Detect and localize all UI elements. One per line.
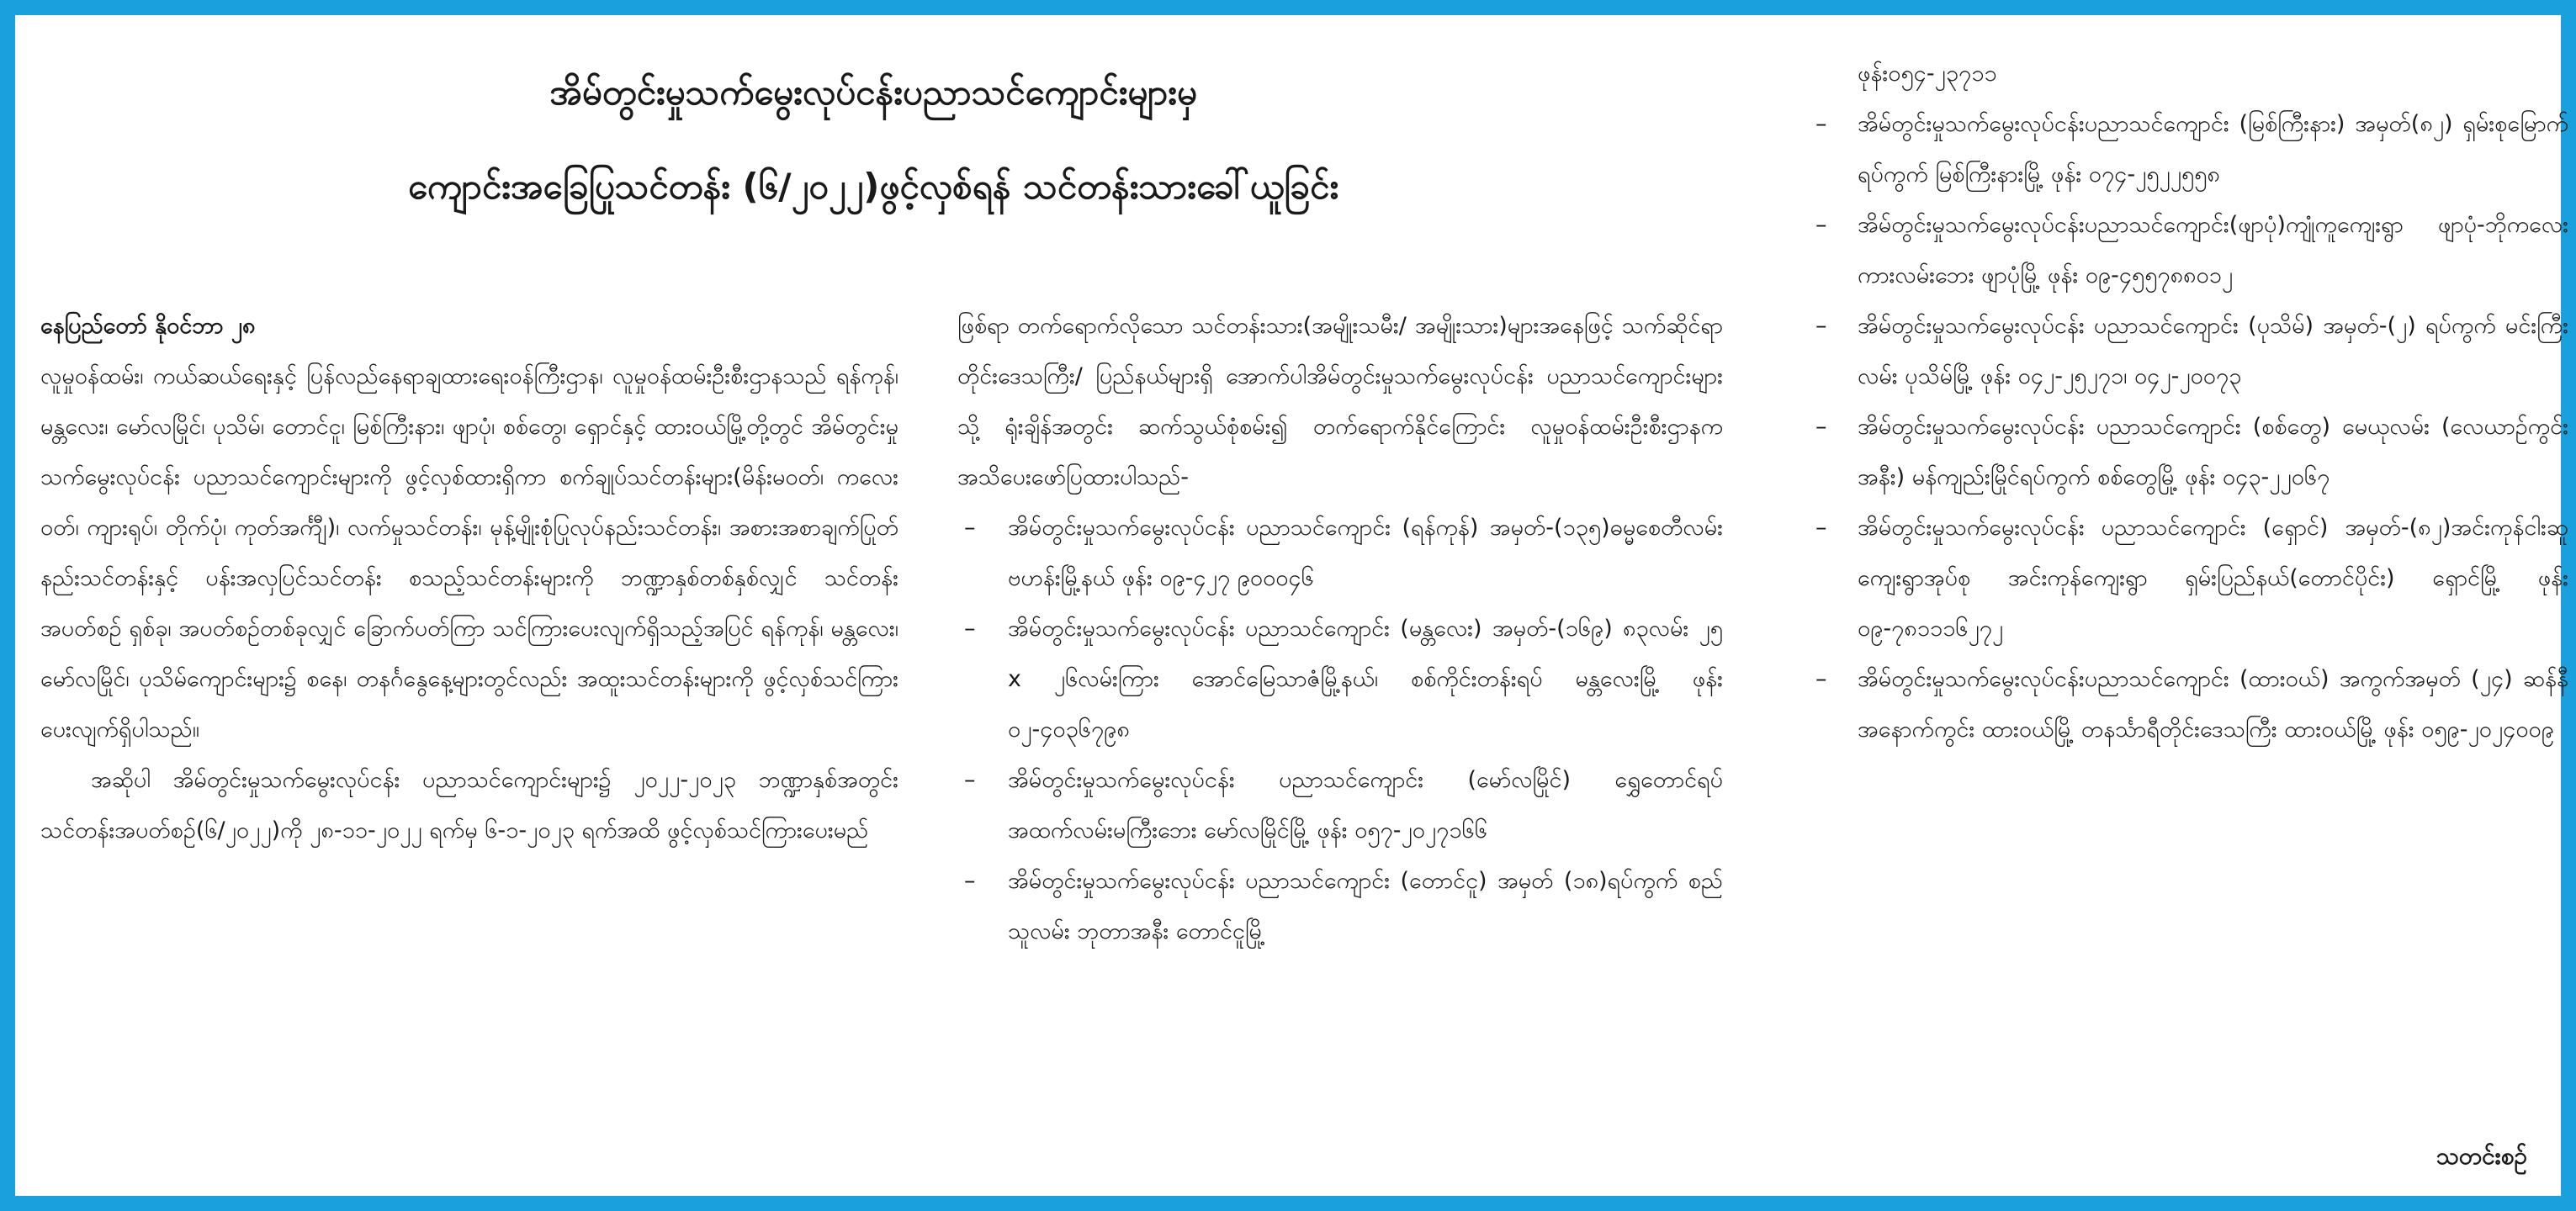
dateline: နေပြည်တော် နိုဝင်ဘာ ၂၈ [40,313,256,339]
column-middle [957,301,1723,957]
headline [32,45,1715,234]
office-list-middle [957,503,1723,957]
column-left [40,301,898,856]
office-entry-mawlamyine: အိမ်တွင်းမှုသက်မွေးလုပ်ငန်း ပညာသင်ကျောင်း (မော်လမြိုင်) ရွှေတောင်ရပ် အထက်လမ်းမကြီးဘေး မော်လမြိုင်မြို့ ဖုန်း ၀၅၇-၂၀၂၇၁၆၆ [1008,767,1723,843]
article-body-left [40,301,898,856]
list-item [1815,200,2568,301]
office-entry-taungoo: အိမ်တွင်းမှုသက်မွေးလုပ်ငန်း ပညာသင်ကျောင်း (တောင်ငူ) အမှတ် (၁၈)ရပ်ကွက် စည်သူလမ်း ဘုတာအနီး တောင်ငူမြို့ [1008,868,1723,944]
list-dash: – [964,767,976,793]
list-dash: – [1815,313,1827,339]
column-right [1815,49,2568,755]
list-item [957,856,1723,957]
office-entry-myitkyina: အိမ်တွင်းမှုသက်မွေးလုပ်ငန်းပညာသင်ကျောင်း (မြစ်ကြီးနား) အမှတ်(၈၂) ရှမ်းစုမြောက်ရပ်ကွက် မြစ်ကြီးနားမြို့ ဖုန်း ၀၇၄-၂၅၂၂၅၅၈ [1858,111,2568,188]
list-dash: – [964,868,976,894]
list-item [1815,402,2568,503]
office-entry-shaung: အိမ်တွင်းမှုသက်မွေးလုပ်ငန်း ပညာသင်ကျောင်း (ရှောင်) အမှတ်-(၈၂)အင်းကုန်ငါးဆူကျေးရွာအုပ်စု အင်းကုန်ကျေးရွာ ရှမ်းပြည်နယ်(တောင်ပိုင်း) ရှောင်မြို့ ဖုန်း ၀၉-၇၈၁၁၁၆၂၇၂ [1858,515,2568,642]
list-dash: – [1815,111,1827,137]
headline-line-2: ကျောင်းအခြေပြုသင်တန်း (၆/၂၀၂၂)ဖွင့်လှစ်ရန် သင်တန်းသားခေါ်ယူခြင်း [408,166,1338,207]
office-entry-pathein: အိမ်တွင်းမှုသက်မွေးလုပ်ငန်း ပညာသင်ကျောင်း (ပုသိမ်) အမှတ်-(၂) ရပ်ကွက် မင်းကြီးလမ်း ပုသိမ်မြို့ ဖုန်း ၀၄၂-၂၅၂၇၁၊ ၀၄၂-၂၀၀၇၃ [1858,313,2568,389]
list-item [957,755,1723,856]
article-paragraph-1: လူမှုဝန်ထမ်း၊ ကယ်ဆယ်ရေးနှင့် ပြန်လည်နေရာချထားရေးဝန်ကြီးဌာန၊ လူမှုဝန်ထမ်းဦးစီးဌာနသည် ရန်ကုန်၊ မန္တလေး၊ မော်လမြိုင်၊ ပုသိမ်၊ တောင်ငူ၊ မြစ်ကြီးနား၊ ဖျာပုံ၊ စစ်တွေ၊ ရှောင်နှင့် ထားဝယ်မြို့တို့တွင် အိမ်တွင်းမှုသက်မွေးလုပ်ငန်း ပညာသင်ကျောင်းများကို ဖွင့်လှစ်ထားရှိကာ စက်ချုပ်သင်တန်းများ(မိန်းမဝတ်၊ ကလေးဝတ်၊ ကျားရုပ်၊ တိုက်ပုံ၊ ကုတ်အင်္ကျီ)၊ လက်မှုသင်တန်း၊ မုန့်မျိုးစုံပြုလုပ်နည်းသင်တန်း၊ အစားအစာချက်ပြုတ်နည်းသင်တန်းနှင့် ပန်းအလှပြင်သင်တန်း စသည့်သင်တန်းများကို ဘဏ္ဍာနှစ်တစ်နှစ်လျှင် သင်တန်းအပတ်စဉ် ရှစ်ခု၊ အပတ်စဉ်တစ်ခုလျှင် ခြောက်ပတ်ကြာ သင်ကြားပေးလျက်ရှိသည့်အပြင် ရန်ကုန်၊ မန္တလေး၊ မော်လမြိုင်၊ ပုသိမ်ကျောင်းများ၌ စနေ၊ တနင်္ဂနွေနေ့များတွင်လည်း အထူးသင်တန်းများကို ဖွင့်လှစ်သင်ကြားပေးလျက်ရှိပါသည်။ [40,363,898,743]
office-list-right [1815,99,2568,755]
list-dash: – [1815,666,1827,692]
article-paragraph-3: ဖြစ်ရာ တက်ရောက်လိုသော သင်တန်းသား(အမျိုးသမီး/ အမျိုးသား)များအနေဖြင့် သက်ဆိုင်ရာ တိုင်းဒေသကြီး/ ပြည်နယ်များရှိ အောက်ပါအိမ်တွင်းမှုသက်မွေးလုပ်ငန်း ပညာသင်ကျောင်းများသို့ ရုံးချိန်အတွင်း ဆက်သွယ်စုံစမ်း၍ တက်ရောက်နိုင်ကြောင်း လူမှုဝန်ထမ်းဦးစီးဌာနက အသိပေးဖော်ပြထားပါသည်- [957,313,1723,490]
office-entry-mandalay: အိမ်တွင်းမှုသက်မွေးလုပ်ငန်း ပညာသင်ကျောင်း (မန္တလေး) အမှတ်-(၁၆၉) ၈၃လမ်း ၂၅ x ၂၆လမ်းကြား အောင်မြေသာဇံမြို့နယ်၊ စစ်ကိုင်းတန်းရပ် မန္တလေးမြို့ ဖုန်း ၀၂-၄၀၃၆၇၉၈ [1008,616,1723,743]
article-paragraph-2: အဆိုပါ အိမ်တွင်းမှုသက်မွေးလုပ်ငန်း ပညာသင်ကျောင်းများ၌ ၂၀၂၂-၂၀၂၃ ဘဏ္ဍာနှစ်အတွင်း သင်တန်းအပတ်စဉ်(၆/၂၀၂၂)ကို ၂၈-၁၁-၂၀၂၂ ရက်မှ ၆-၁-၂၀၂၃ ရက်အထိ ဖွင့်လှစ်သင်ကြားပေးမည် [40,767,898,843]
office-entry-dawei: အိမ်တွင်းမှုသက်မွေးလုပ်ငန်းပညာသင်ကျောင်း (ထားဝယ်) အကွက်အမှတ် (၂၄) ဆန်နီအနောက်ကွင်း ထားဝယ်မြို့ တနင်္သာရီတိုင်းဒေသကြီး ထားဝယ်မြို့ ဖုန်း ၀၅၉-၂၀၂၄၀၀၉ [1858,666,2568,743]
list-item [1815,99,2568,200]
list-item [1815,503,2568,654]
list-dash: – [1815,212,1827,238]
list-item [1815,654,2568,755]
office-entry-taungoo-phone: ဖုန်း၀၅၄-၂၃၇၁၁ [1858,61,1997,87]
list-item [957,604,1723,755]
list-dash: – [1815,414,1827,440]
list-item [1815,301,2568,402]
list-dash: – [1815,515,1827,541]
office-entry-pyapon: အိမ်တွင်းမှုသက်မွေးလုပ်ငန်းပညာသင်ကျောင်း(ဖျာပုံ)ကျုံကူကျေးရွာ ဖျာပုံ-ဘိုကလေးကားလမ်းဘေး ဖျာပုံမြို့ ဖုန်း ၀၉-၄၅၅၇၈၈၀၁၂ [1858,212,2568,288]
list-dash: – [964,515,976,541]
headline-line-1: အိမ်တွင်းမှုသက်မွေးလုပ်ငန်းပညာသင်ကျောင်းများမှ [549,71,1197,113]
office-entry-yangon: အိမ်တွင်းမှုသက်မွေးလုပ်ငန်း ပညာသင်ကျောင်း (ရန်ကုန်) အမှတ်-(၁၃၅)ဓမ္မစေတီလမ်း ဗဟန်းမြို့နယ် ဖုန်း ၀၉-၄၂၇ ၉၀၀၀၄၆ [1008,515,1723,591]
list-item [957,503,1723,604]
list-dash: – [964,616,976,642]
news-source-signature: သတင်းစဉ် [2436,1142,2527,1170]
office-entry-sittwe: အိမ်တွင်းမှုသက်မွေးလုပ်ငန်း ပညာသင်ကျောင်း (စစ်တွေ) မေယုလမ်း (လေယာဉ်ကွင်းအနီး) မန်ကျည်းမြိုင်ရပ်ကွက် စစ်တွေမြို့ ဖုန်း ၀၄၃-၂၂၀၆၇ [1858,414,2568,490]
